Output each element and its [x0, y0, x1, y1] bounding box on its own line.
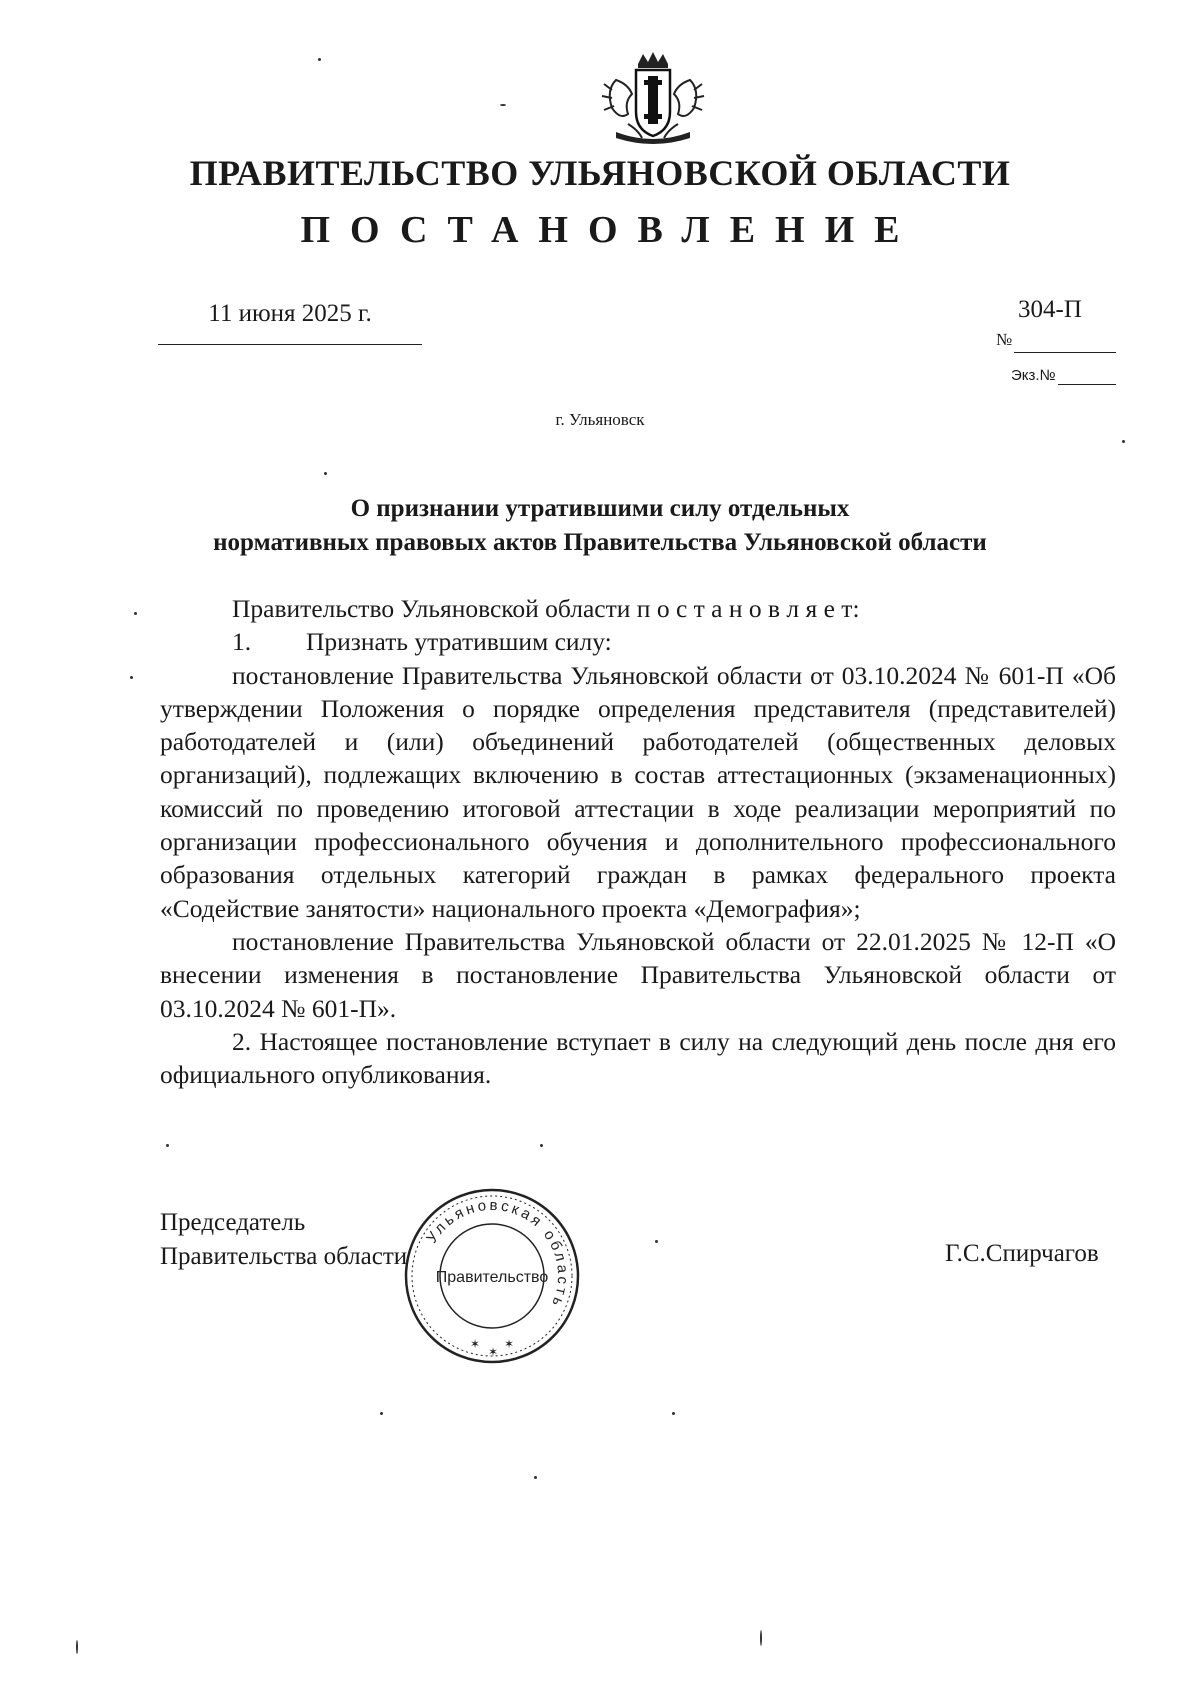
seal-star-icon: ✶ — [470, 1337, 481, 1351]
number-underline — [1014, 352, 1116, 353]
seal-star-icon: ✶ — [504, 1337, 515, 1351]
item-1-number: 1. — [232, 627, 252, 657]
seal-center-text: Правительство — [435, 1269, 549, 1286]
number-label: № — [996, 330, 1013, 349]
intro-text: Правительство Ульяновской области — [232, 594, 631, 623]
repealed-act-1: постановление Правительства Ульяновской области от 03.10.2024 № 601-П «Об утверждении Положения о порядке определения представителя (представителей) работодателей и (или) объединений работодателей (общественных деловых организаций), подлежащих включению в состав аттестационных (экзаменационных) комиссий по проведению итоговой аттестации в ходе реализации мероприятий по организации профессионального обучения и дополнительного профессионального образования отдельных категорий граждан в рамках федерального проекта «Содействие занятости» национального проекта «Демография»; — [160, 660, 1116, 923]
seal-ring-text: Ульяновская область — [423, 1196, 572, 1312]
scan-speck — [534, 1476, 537, 1479]
scan-speck — [540, 1144, 543, 1147]
scan-speck — [324, 472, 327, 475]
item-1 — [160, 625, 1116, 658]
scan-speck — [672, 1412, 675, 1415]
intro-paragraph — [160, 592, 1116, 625]
document-date: 11 июня 2025 г. — [208, 300, 372, 327]
scan-speck — [655, 1240, 658, 1243]
scan-speck — [760, 1630, 762, 1646]
copy-number-underline — [1058, 384, 1116, 385]
city: г. Ульяновск — [555, 410, 645, 429]
heading-line-1: О признании утратившими силу отдельных — [350, 495, 850, 522]
seal-star-icon: ✶ — [488, 1345, 499, 1359]
official-seal — [402, 1186, 582, 1366]
scan-speck — [380, 1412, 383, 1415]
item-2: 2. Настоящее постановление вступает в силу на следующий день после дня его официального опубликования. — [160, 1026, 1116, 1090]
intro-spaced-verb: п о с т а н о в л я е т: — [636, 594, 860, 623]
organization-title: ПРАВИТЕЛЬСТВО УЛЬЯНОВСКОЙ ОБЛАСТИ — [189, 153, 1011, 193]
document-body — [160, 592, 1116, 1091]
scan-speck — [76, 1640, 78, 1654]
document-type: ПОСТАНОВЛЕНИЕ — [300, 209, 920, 251]
repealed-act-2: постановление Правительства Ульяновской области от 22.01.2025 № 12-П «О внесении изменения в постановление Правительства Ульяновской области от 03.10.2024 № 601-П». — [160, 926, 1116, 1023]
copy-number-label: Экз.№ — [1011, 367, 1056, 384]
document-heading — [0, 492, 1200, 560]
signatory-position-line-1: Председатель — [160, 1209, 306, 1236]
scan-speck — [134, 612, 137, 615]
scan-speck — [500, 104, 506, 106]
item-1-text: Признать утратившим силу: — [306, 627, 612, 657]
document-number: 304-П — [1018, 296, 1082, 323]
signatory-position — [160, 1206, 407, 1274]
scan-speck — [1122, 440, 1125, 443]
date-underline — [158, 344, 422, 345]
scan-speck — [166, 1144, 169, 1147]
scan-speck — [318, 58, 321, 61]
signatory-name: Г.С.Спирчагов — [945, 1240, 1099, 1267]
coat-of-arms-icon — [598, 50, 708, 150]
scan-speck — [130, 676, 133, 679]
heading-line-2: нормативных правовых актов Правительства Ульяновской области — [213, 529, 987, 556]
signatory-position-line-2: Правительства области — [160, 1243, 408, 1270]
